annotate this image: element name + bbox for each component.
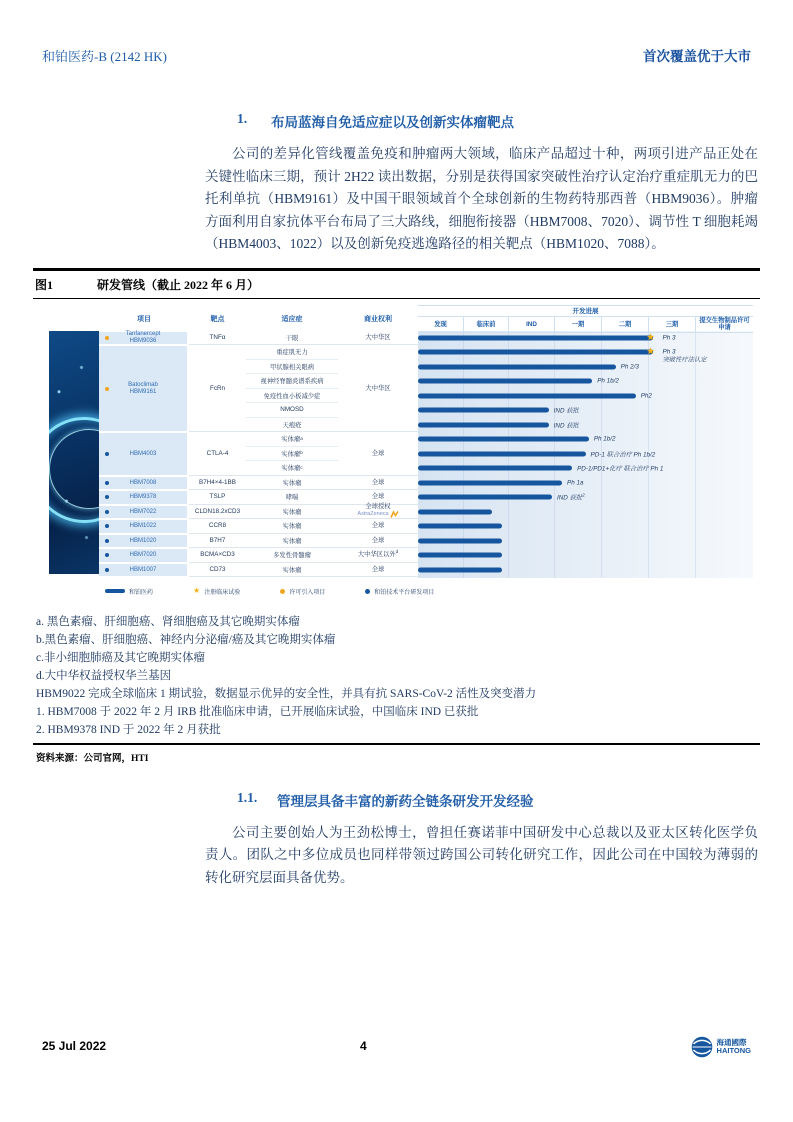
platform-marker-dot xyxy=(105,452,109,456)
stage-header: 二期 xyxy=(601,317,648,332)
progress-bar xyxy=(418,480,562,485)
progress-track xyxy=(418,389,753,404)
phase-label: PD-1 联合治疗 Ph 1b/2 xyxy=(590,451,656,459)
progress-bar xyxy=(418,451,586,456)
pipeline-group xyxy=(99,519,753,534)
figure-note-line: c.非小细胞肺癌及其它晚期实体瘤 xyxy=(36,651,205,664)
col-header-project: 项目 xyxy=(137,315,151,323)
pipeline-chart xyxy=(33,301,760,607)
rights-cell: 全球 xyxy=(338,490,418,505)
indication-cell: 实体瘤 xyxy=(246,476,338,491)
phase-label: Ph 1b/2 xyxy=(597,377,619,385)
phase-label: IND 获批 xyxy=(553,407,579,415)
figure-label: 图1 xyxy=(35,277,54,292)
phase-label: Ph 1b/2 xyxy=(593,435,616,443)
haitong-logo-en: HAITONG xyxy=(716,1046,751,1055)
pipeline-group xyxy=(99,345,753,432)
project-cell xyxy=(99,433,187,475)
stage-header: 发现 xyxy=(434,320,447,328)
progress-bar xyxy=(418,393,636,398)
figure-title: 研发管线（截止 2022 年 6 月） xyxy=(97,277,260,292)
rights-cell: 全球 xyxy=(338,534,418,549)
project-cell xyxy=(99,520,187,533)
page-number: 4 xyxy=(360,1039,367,1053)
target-cell: CCR8 xyxy=(189,519,246,534)
progress-track xyxy=(418,563,753,578)
pipeline-group xyxy=(99,476,753,491)
stage-header: 临床前 xyxy=(463,317,508,332)
project-cell xyxy=(99,491,187,504)
platform-marker-dot xyxy=(105,481,109,485)
rights-cell: 全球 xyxy=(338,519,418,534)
legend-dot-icon xyxy=(280,589,285,594)
progress-bar xyxy=(418,422,549,427)
target-cell: FcRn xyxy=(189,345,246,432)
figure-notes xyxy=(33,613,760,739)
platform-marker-dot xyxy=(105,553,109,557)
phase-label: IND 获批$^2$ xyxy=(557,492,585,502)
section-1-1-heading xyxy=(237,790,751,810)
legend-bar-swatch xyxy=(105,589,125,593)
rights-cell: 全球 xyxy=(338,476,418,491)
page-footer xyxy=(42,1036,751,1064)
section-1-number: 1. xyxy=(237,111,248,126)
figure-source-rule xyxy=(33,743,760,745)
target-cell: CLDN18.2xCD3 xyxy=(189,505,246,520)
stage-header: 一期 xyxy=(554,317,601,332)
progress-track xyxy=(418,331,753,346)
stage-header-row xyxy=(418,317,753,332)
col-header-rights: 商业权利 xyxy=(364,315,392,323)
project-name: HBM7020 xyxy=(129,552,157,558)
project-cell xyxy=(99,564,187,577)
section-1-heading xyxy=(237,111,751,131)
project-name: HBM7008 xyxy=(129,479,157,486)
col-header-indication: 适应症 xyxy=(281,315,303,323)
pipeline-table xyxy=(99,305,753,578)
phase-label: Ph 3 xyxy=(662,348,676,356)
registrational-star-icon: ★ xyxy=(646,331,655,342)
project-cell xyxy=(99,332,187,345)
target-cell: CTLA-4 xyxy=(189,432,246,476)
legend-star-icon: ★ xyxy=(193,586,201,595)
phase-label: Ph 3 xyxy=(662,334,676,342)
progress-bar xyxy=(418,379,592,384)
phase-sublabel: 突破性疗法认定 xyxy=(662,356,707,364)
pipeline-group xyxy=(99,490,753,505)
figure-title-bar xyxy=(33,268,760,299)
progress-track xyxy=(418,461,753,476)
legend-label: 和铂技术平台研发项目 xyxy=(374,589,435,596)
progress-track xyxy=(418,374,753,389)
progress-track xyxy=(418,534,753,549)
company-title: 和铂医药-B (2142 HK) xyxy=(42,49,167,64)
rights-cell: 全球 xyxy=(338,563,418,578)
progress-track xyxy=(418,403,753,418)
figure-note-line: 2. HBM9378 IND 于 2022 年 2 月获批 xyxy=(36,723,221,736)
indication-cell: 甲状腺相关眼病 xyxy=(246,360,338,375)
registrational-star-icon: ★ xyxy=(646,346,655,357)
astrazeneca-wordmark: AstraZeneca xyxy=(357,511,389,518)
project-cell xyxy=(99,535,187,548)
legend-item xyxy=(365,587,434,596)
target-cell: TSLP xyxy=(189,490,246,505)
progress-bar xyxy=(418,567,502,572)
phase-label: IND 获批 xyxy=(553,422,579,430)
figure-note-line: b.黑色素瘤、肝细胞癌、神经内分泌瘤/癌及其它晚期实体瘤 xyxy=(36,633,336,646)
progress-header xyxy=(418,305,753,333)
rights-cell: 大中华区 xyxy=(338,345,418,432)
indication-cell: 实体瘤 xyxy=(246,519,338,534)
figure-note-line: 1. HBM7008 于 2022 年 2 月 IRB 批准临床申请，已开展临床试验，中国临床 IND 已获批 xyxy=(36,705,479,718)
stage-header: 三期 xyxy=(648,317,695,332)
figure-1 xyxy=(33,268,760,764)
indication-cell: 重症肌无力 xyxy=(246,345,338,360)
platform-marker-dot xyxy=(105,510,109,514)
project-name: HBM1020 xyxy=(129,537,157,544)
figure-note-line: HBM9022 完成全球临床 1 期试验，数据显示优异的安全性，并具有抗 SARS-CoV-2 活性及突变潜力 xyxy=(36,687,537,700)
pipeline-legend xyxy=(105,587,434,596)
progress-track xyxy=(418,432,753,447)
progress-track xyxy=(418,505,753,520)
astrazeneca-icon xyxy=(390,510,399,519)
page-header xyxy=(42,45,751,65)
platform-marker-dot xyxy=(105,539,109,543)
platform-marker-dot xyxy=(105,495,109,499)
section-1-title: 布局蓝海自免适应症以及创新实体瘤靶点 xyxy=(271,115,514,130)
haitong-logo xyxy=(691,1036,751,1058)
project-name: Batoclimab xyxy=(128,382,158,388)
project-name: HBM9378 xyxy=(129,494,157,500)
progress-bar xyxy=(418,331,655,342)
phase-label: Ph 1a xyxy=(567,479,584,487)
progress-track xyxy=(418,548,753,563)
figure-note-line: d.大中华权益授权华兰基因 xyxy=(36,669,172,682)
indication-cell: 实体瘤 xyxy=(246,563,338,578)
platform-marker-dot xyxy=(105,568,109,572)
legend-label: 许可引入项目 xyxy=(289,589,326,596)
target-cell: B7H7 xyxy=(189,534,246,549)
pipeline-group xyxy=(99,534,753,549)
indication-cell: 实体瘤 xyxy=(246,534,338,549)
section-1-1-paragraph: 公司主要创始人为王劲松博士，曾担任赛诺菲中国研发中心总裁以及亚太区转化医学负责人。团队之中多位成员也同样带领过跨国公司转化研究工作，因此公司在中国较为薄弱的转化研究层面具备优势。 xyxy=(205,824,758,885)
progress-bar xyxy=(418,538,502,543)
indication-cell: 哮喘 xyxy=(246,490,338,505)
project-cell xyxy=(99,549,187,562)
progress-track xyxy=(418,490,753,505)
haitong-logo-text xyxy=(717,1039,751,1056)
target-cell: TNFα xyxy=(189,331,246,346)
stage-header: 提交生物制品许可申请 xyxy=(695,317,753,332)
rights-cell: 大中华区以外$^d$ xyxy=(338,548,418,563)
pipeline-group xyxy=(99,432,753,476)
progress-track xyxy=(418,447,753,462)
project-name: HBM1007 xyxy=(129,566,157,573)
legend-item xyxy=(280,587,325,596)
col-header-target: 靶点 xyxy=(210,315,225,323)
progress-bar xyxy=(418,553,502,558)
target-cell: BCMA×CD3 xyxy=(189,548,246,563)
figure-note-line: a. 黑色素瘤、肝细胞癌、肾细胞癌及其它晚期实体瘤 xyxy=(36,615,300,628)
progress-bar xyxy=(418,437,589,442)
rights-cell: 全球授权 AstraZeneca xyxy=(338,505,418,520)
indication-cell: 免疫性血小板减少症 xyxy=(246,389,338,404)
project-name: Tanfanercept xyxy=(125,331,161,338)
project-name: HBM7022 xyxy=(129,508,157,515)
progress-bar xyxy=(418,466,572,471)
project-cell xyxy=(99,477,187,490)
project-name: HBM4003 xyxy=(129,450,157,457)
indication-cell: 干眼 xyxy=(246,331,338,346)
haitong-logo-cn: 海通國際 xyxy=(716,1037,747,1047)
indication-cell: 实体瘤 c xyxy=(246,461,338,476)
section-1-paragraph: 公司的差异化管线覆盖免疫和肿瘤两大领域，临床产品超过十种，两项引进产品正处在关键性临床三期，预计 2H22 读出数据，分别是获得国家突破性治疗认定治疗重症肌无力的巴托利单抗（HBM9161）及中国干眼领域首个全球创新的生物药特那西普（HBM9036）。肿瘤方面利用自家抗体平台布局了三大路线，细胞衔接器（HBM7008、7020）、调节性 T 细胞耗竭（HBM4003、1022）以及创新免疫逃逸路径的相关靶点（HBM1020、7088）。 xyxy=(205,146,758,251)
progress-bar xyxy=(418,364,616,369)
licensed-marker-dot xyxy=(105,387,109,391)
progress-bar xyxy=(418,509,492,514)
decorative-glow-image xyxy=(49,331,99,574)
section-1-1-title: 管理层具备丰富的新药全链条研发开发经验 xyxy=(277,793,534,809)
phase-label: Ph 2/3 xyxy=(620,363,639,371)
project-cell xyxy=(99,506,187,519)
phase-label: PD-1/PD1+化疗 联合治疗 Ph 1 xyxy=(577,465,664,473)
progress-track xyxy=(418,360,753,375)
progress-track xyxy=(418,418,753,433)
indication-cell: NMOSD xyxy=(246,403,338,418)
pipeline-group xyxy=(99,548,753,563)
project-name: HBM1022 xyxy=(129,523,157,529)
section-1-1-number: 1.1. xyxy=(237,789,258,805)
platform-marker-dot xyxy=(105,524,109,528)
indication-cell: 实体瘤 xyxy=(246,505,338,520)
pipeline-group xyxy=(99,331,753,346)
progress-bar xyxy=(418,408,549,413)
rights-cell: 全球 xyxy=(338,432,418,476)
progress-bar xyxy=(418,350,653,355)
rights-cell: 大中华区 xyxy=(338,331,418,346)
indication-cell: 实体瘤 b xyxy=(246,447,338,462)
licensed-marker-dot xyxy=(105,336,109,340)
indication-cell: 天疱疮 xyxy=(246,418,338,433)
project-code: HBM9036 xyxy=(129,337,157,344)
haitong-logo-icon xyxy=(691,1036,713,1058)
rating-stamp: 首次覆盖优于大市 xyxy=(643,49,751,64)
figure-source: 资料来源：公司官网，HTI xyxy=(36,753,149,764)
progress-track xyxy=(418,476,753,491)
legend-label: 注册临床试验 xyxy=(204,589,241,596)
progress-header-title: 开发进展 xyxy=(418,306,753,317)
progress-bar xyxy=(418,495,552,500)
legend-dot-icon xyxy=(365,589,370,594)
indication-cell: 多发性骨髓瘤 xyxy=(246,548,338,563)
legend-label: 和铂医药 xyxy=(129,589,154,596)
project-code: HBM9161 xyxy=(129,388,157,395)
phase-label: Ph2 xyxy=(640,392,652,400)
pipeline-group xyxy=(99,563,753,578)
progress-bar xyxy=(418,524,502,529)
target-cell: B7H4×4-1BB xyxy=(189,476,246,491)
pipeline-group xyxy=(99,505,753,520)
stage-header: IND xyxy=(508,317,554,332)
project-cell xyxy=(99,346,187,431)
progress-track xyxy=(418,519,753,534)
legend-item xyxy=(193,587,240,596)
pipeline-header-row xyxy=(99,305,753,331)
indication-cell: 视神经脊髓炎谱系疾病 xyxy=(246,374,338,389)
target-cell: CD73 xyxy=(189,563,246,578)
legend-item xyxy=(105,587,153,596)
indication-cell: 实体瘤 a xyxy=(246,432,338,447)
progress-track xyxy=(418,345,753,364)
footer-date: 25 Jul 2022 xyxy=(42,1039,107,1053)
